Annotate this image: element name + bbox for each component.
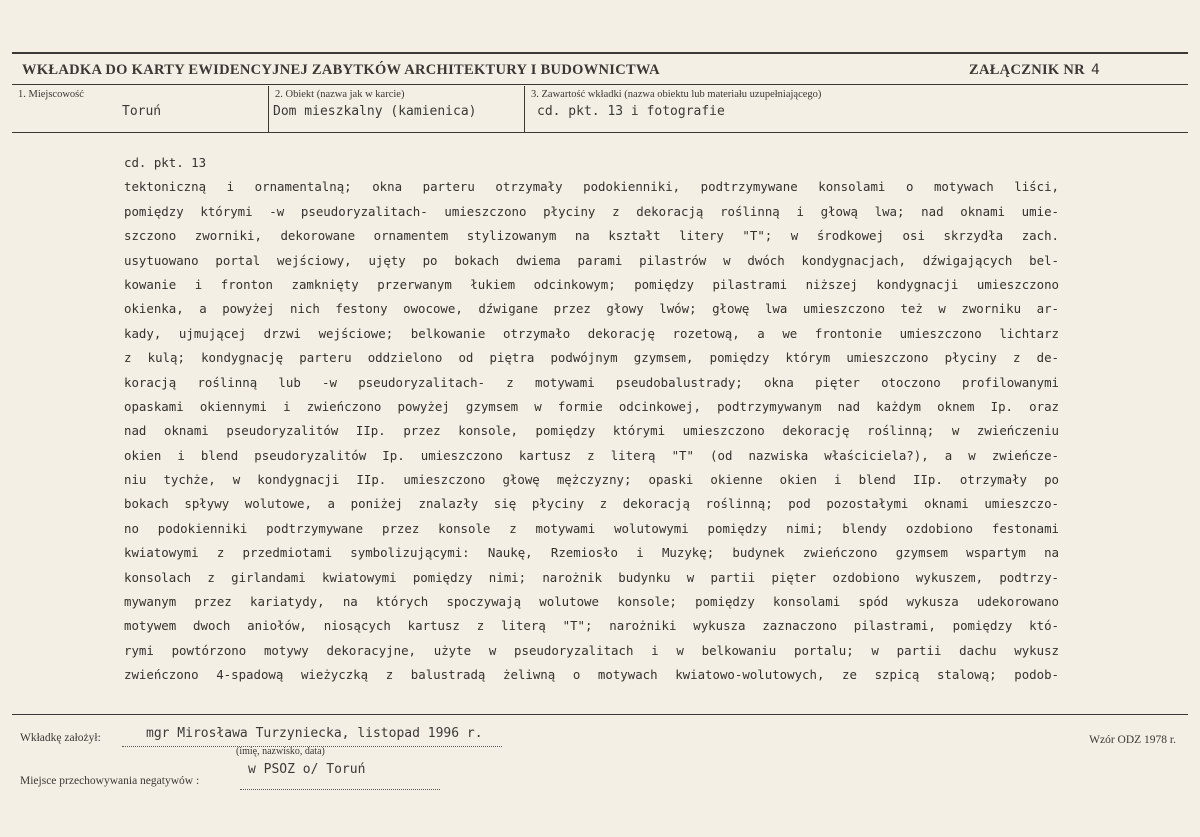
body-line: tektoniczną i ornamentalną; okna parteru otrzymały podokienniki, podtrzymywane konsolami o motywach liści, bbox=[124, 179, 1059, 195]
body-line: niu tychże, w kondygnacji IIp. umieszczono głowę mężczyzny; opaski okienne okien i blend IIp. otrzymały po bbox=[124, 472, 1059, 488]
body-line: mywanym przez kariatydy, na których spoczywają wolutowe konsole; pomiędzy konsolami spód wykusza udekorowano bbox=[124, 594, 1059, 610]
annex-label bbox=[969, 62, 1100, 79]
body-line: konsolach z girlandami kwiatowymi pomiędzy nimi; narożnik budynku w partii pięter ozdobiono wykuszem, podtrzy- bbox=[124, 569, 1059, 585]
field-location bbox=[12, 86, 268, 132]
field-object-value: Dom mieszkalny (kamienica) bbox=[273, 104, 477, 119]
body-line: usytuowano portal wejściowy, ujęty po bokach dwiema parami pilastrów w dwóch kondygnacjach, dźwigających bel- bbox=[124, 252, 1059, 268]
field-object bbox=[268, 86, 525, 132]
founded-by-label: Wkładkę założył: bbox=[20, 732, 101, 744]
body-line: pomiędzy którymi -w pseudoryzalitach- umieszczono płyciny z dekoracją roślinną i głową lwa; nad oknami umie- bbox=[124, 203, 1059, 219]
form-title: WKŁADKA DO KARTY EWIDENCYJNEJ ZABYTKÓW ARCHITEKTURY I BUDOWNICTWA bbox=[22, 62, 660, 78]
body-line: kowanie i fronton zamknięty przerwanym łukiem odcinkowym; pomiędzy pilastrami niższej kondygnacji umieszczono bbox=[124, 276, 1059, 292]
body-line: z kulą; kondygnację parteru oddzielono od piętra podwójnym gzymsem, pomiędzy którym umieszczono płyciny z de- bbox=[124, 350, 1059, 366]
top-border bbox=[12, 52, 1188, 54]
body-line: motywem dwoch aniołów, niosących kartusz z literą "T"; narożniki wykusza zaznaczono pilastrami, pomiędzy któ- bbox=[124, 618, 1059, 634]
body-line: rymi powtórzono motywy dekoracyjne, użyte w pseudoryzalitach i w belkowaniu portalu; w partii dachu wykusz bbox=[124, 642, 1059, 658]
body-line: zwieńczono 4-spadową wieżyczką z balustradą żeliwną o motywach kwiatowo-wolutowych, ze szpicą stalową; podob- bbox=[124, 667, 1059, 683]
storage-line bbox=[240, 789, 440, 790]
storage-label: Miejsce przechowywania negatywów : bbox=[20, 775, 200, 787]
body-line: nad oknami pseudoryzalitów IIp. przez konsole, pomiędzy którymi umieszczono dekorację roślinną; w zwieńczeniu bbox=[124, 423, 1059, 439]
template-version: Wzór ODZ 1978 r. bbox=[1089, 734, 1176, 746]
body-line: opaskami okiennymi i zwieńczono powyżej gzymsem w formie odcinkowej, podtrzymywanym nad każdym oknem Ip. oraz bbox=[124, 398, 1059, 414]
fields-row bbox=[12, 86, 1188, 133]
field-contents-value: cd. pkt. 13 i fotografie bbox=[537, 104, 725, 119]
body-line: koracją roślinną lub -w pseudoryzalitach- z motywami pseudobalustrady; okna pięter otoczono profilowanymi bbox=[124, 374, 1059, 390]
field-location-label: 1. Miejscowość bbox=[18, 89, 84, 100]
body-line: no podokienniki podtrzymywane przez konsole z motywami wolutowymi pomiędzy nimi; blendy ozdobiono festonami bbox=[124, 520, 1059, 536]
body-line: okien i blend pseudoryzalitów Ip. umieszczono kartusz z literą "T" (od nazwiska właściciela?), a w zwieńcze- bbox=[124, 447, 1059, 463]
header-divider bbox=[12, 84, 1188, 85]
body-text bbox=[124, 151, 1059, 688]
field-contents bbox=[524, 86, 1188, 132]
field-contents-label: 3. Zawartość wkładki (nazwa obiektu lub materiału uzupełniającego) bbox=[531, 89, 822, 100]
body-line: kwiatowymi z przedmiotami symbolizującymi: Naukę, Rzemiosło i Muzykę; budynek zwieńczono gzymsem wspartym na bbox=[124, 545, 1059, 561]
field-object-label: 2. Obiekt (nazwa jak w karcie) bbox=[275, 89, 405, 100]
body-line: kady, ujmującej drzwi wejściowe; belkowanie otrzymało dekorację rozetową, a we frontonie umieszczono lichtarz bbox=[124, 325, 1059, 341]
body-line: bokach spływy wolutowe, a poniżej znalazły się płyciny z dekoracją roślinną; pod pozostałymi oknami umieszczo- bbox=[124, 496, 1059, 512]
bottom-divider bbox=[12, 714, 1188, 715]
body-line: szczono zworniki, dekorowane ornamentem stylizowanym na kształt litery "T"; w środkowej osi skrzydła zach. bbox=[124, 228, 1059, 244]
annex-number: 4 bbox=[1090, 62, 1100, 78]
body-line: okienka, a powyżej nich festony owocowe, dźwigane przez głowy lwów; głowę lwa umieszczono też w zworniku ar- bbox=[124, 301, 1059, 317]
annex-label-text: ZAŁĄCZNIK NR bbox=[968, 62, 1085, 78]
storage-value: w PSOZ o/ Toruń bbox=[248, 762, 366, 777]
body-line: cd. pkt. 13 bbox=[124, 155, 207, 170]
founded-by-value: mgr Mirosława Turzyniecka, listopad 1996 r. bbox=[146, 726, 483, 741]
founded-by-caption: (imię, nazwisko, data) bbox=[236, 746, 325, 757]
field-location-value: Toruń bbox=[122, 104, 162, 119]
